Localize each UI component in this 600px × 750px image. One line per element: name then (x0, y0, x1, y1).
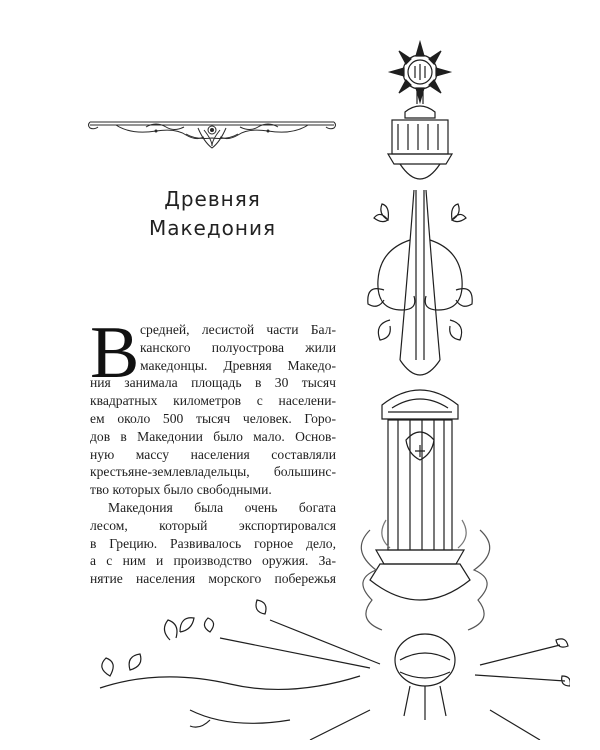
text-line: тво которых было свободными. (90, 482, 272, 498)
text-line: дов в Македонии было мало. Основ- (90, 428, 336, 444)
drop-cap: В (90, 312, 140, 394)
title-line-1: Древняя (164, 187, 261, 211)
title-line-2: Македония (148, 216, 277, 240)
text-line: ния занимала площадь в 30 тысяч (90, 375, 336, 391)
text-line: нятие населения морского побережья (90, 571, 336, 587)
column-illustration (70, 20, 570, 740)
text-line: в Грецию. Развивалось горное дело, (90, 535, 336, 551)
text-line: ную массу населения составляли (90, 446, 336, 462)
text-line: а с ним и производство оружия. За- (90, 553, 336, 569)
text-line: крестьяне-землевладельцы, большинс- (90, 464, 336, 480)
text-line: Македония была очень богата (108, 499, 336, 515)
text-line: квадратных километров с населени- (90, 393, 336, 409)
text-line: средней, лесистой части Бал- (140, 322, 336, 337)
text-line: лесом, который экспортировался (90, 517, 336, 533)
text-line: македонцы. Древняя Македо- (140, 357, 336, 373)
sun-emblem (390, 42, 450, 102)
text-line: канского полуострова жили (140, 339, 336, 355)
text-line: ем около 500 тысяч человек. Горо- (90, 410, 336, 426)
